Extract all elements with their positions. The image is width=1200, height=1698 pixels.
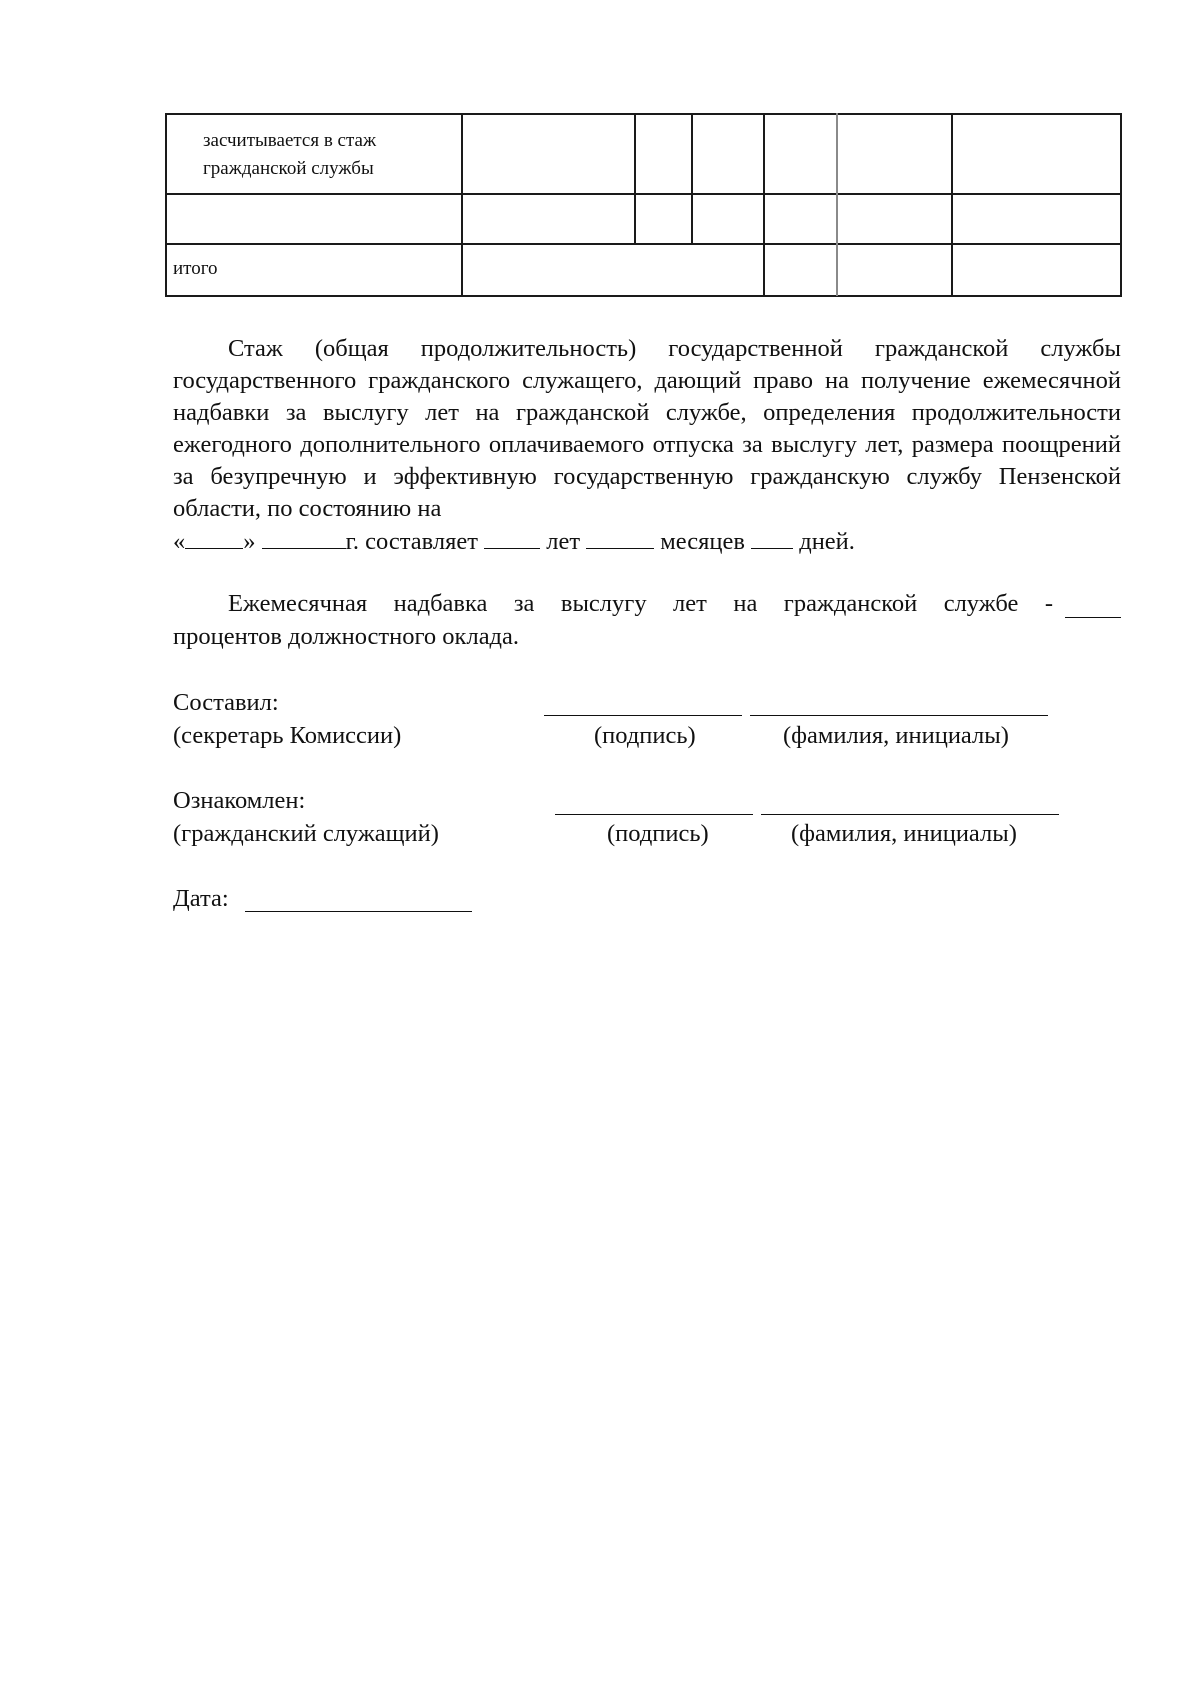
service-length-text: Стаж (общая продолжительность) государственной гражданской службы государственного гражданского служащего, дающий право на получение ежемесячной надбавки за выслугу лет на гражданской службе, определения продолжительности ежегодного дополнительного оплачиваемого отпуска за выслугу лет, размера поощрений за безупречную и эффективную государственную гражданскую службу Пензенской области, по состоянию на [173, 335, 1121, 522]
compiled-signature-line [544, 715, 742, 716]
table-col-divider [634, 113, 636, 244]
compiled-label: Составил: [173, 689, 279, 716]
days-label: дней. [799, 528, 855, 555]
service-length-table [165, 113, 1122, 296]
table-col-divider [951, 113, 953, 296]
days-blank [751, 526, 793, 549]
day-blank [185, 526, 243, 549]
table-cell-total-label: итого [173, 258, 218, 279]
table-border-bottom [165, 295, 1122, 297]
acknowledged-signature-caption: (подпись) [607, 820, 709, 847]
table-col-divider [691, 113, 693, 244]
table-border-right [1120, 113, 1122, 296]
months-blank [586, 526, 654, 549]
years-label: лет [546, 528, 581, 555]
date-line [245, 911, 472, 912]
compiled-signature-caption: (подпись) [594, 722, 696, 749]
acknowledged-role: (гражданский служащий) [173, 820, 439, 847]
year-suffix-text: г. составляет [345, 528, 478, 555]
table-col-divider [836, 113, 838, 296]
acknowledged-signature-line [555, 814, 753, 815]
table-col-divider [461, 113, 463, 296]
acknowledged-name-caption: (фамилия, инициалы) [791, 820, 1017, 847]
table-border-left [165, 113, 167, 296]
compiled-name-caption: (фамилия, инициалы) [783, 722, 1009, 749]
bonus-percent-blank [1065, 617, 1121, 618]
compiled-name-line [750, 715, 1048, 716]
months-label: месяцев [660, 528, 745, 555]
table-col-divider [763, 113, 765, 296]
table-row-divider [165, 243, 1122, 245]
compiled-role: (секретарь Комиссии) [173, 722, 402, 749]
acknowledged-name-line [761, 814, 1059, 815]
table-row-divider [165, 193, 1122, 195]
date-label: Дата: [173, 885, 229, 912]
bonus-line2: процентов должностного оклада. [173, 623, 520, 650]
acknowledged-label: Ознакомлен: [173, 787, 306, 814]
month-year-blank [262, 526, 346, 549]
years-blank [484, 526, 540, 549]
table-border-top [165, 113, 1122, 115]
bonus-text: Ежемесячная надбавка за выслугу лет на гражданской службе - [228, 590, 1053, 617]
bonus-paragraph [173, 588, 1053, 620]
service-length-paragraph [173, 333, 1121, 525]
open-quote: « [173, 528, 186, 555]
table-cell-counted-label: засчитывается в стаж гражданской службы [203, 130, 377, 179]
close-quote: » [243, 528, 256, 555]
service-length-fill-line [173, 526, 855, 558]
